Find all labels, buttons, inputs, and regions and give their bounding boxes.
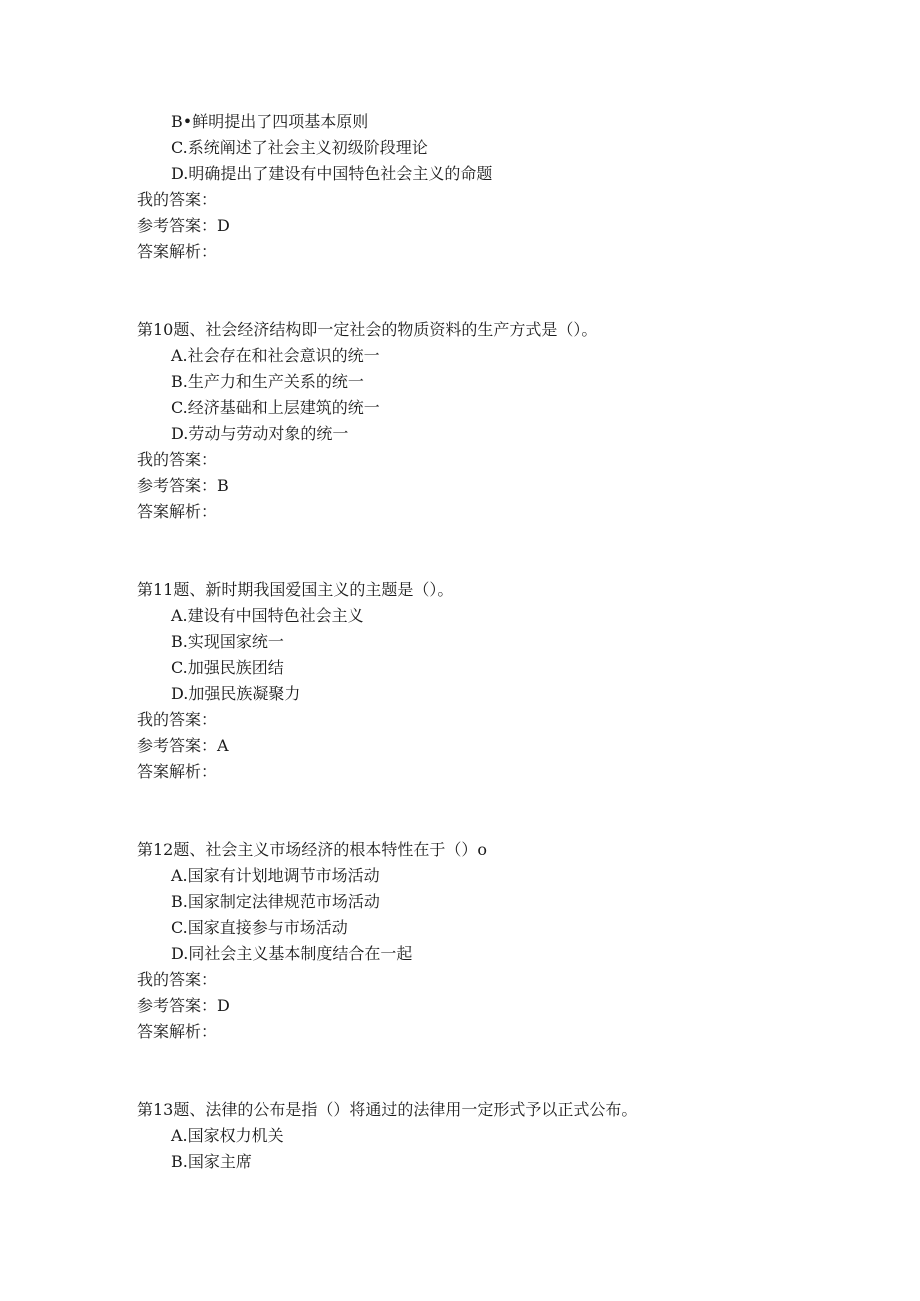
spacer	[137, 1045, 857, 1097]
question-9-tail	[137, 109, 857, 265]
reference-answer: 参考答案：D	[137, 996, 230, 1015]
question-stem: 第11题、新时期我国爱国主义的主题是（）。	[137, 580, 454, 599]
my-answer: 我的答案：	[137, 450, 218, 469]
my-answer: 我的答案：	[137, 710, 218, 729]
option-b: B.实现国家统一	[171, 632, 284, 651]
option-a: A.建设有中国特色社会主义	[171, 606, 364, 625]
spacer	[137, 785, 857, 837]
spacer	[137, 265, 857, 317]
option-b: B.国家主席	[171, 1152, 252, 1171]
answer-analysis: 答案解析：	[137, 1022, 218, 1041]
answer-analysis: 答案解析：	[137, 502, 218, 521]
option-a: A.社会存在和社会意识的统一	[171, 346, 380, 365]
option-d: D.劳动与劳动对象的统一	[171, 424, 349, 443]
reference-answer: 参考答案：D	[137, 216, 230, 235]
option-a: A.国家权力机关	[171, 1126, 284, 1145]
question-stem: 第13题、法律的公布是指（）将通过的法律用一定形式予以正式公布。	[137, 1100, 638, 1119]
question-13	[137, 1097, 857, 1175]
option-d: D.明确提出了建设有中国特色社会主义的命题	[171, 164, 493, 183]
question-12	[137, 837, 857, 1045]
answer-analysis: 答案解析：	[137, 762, 218, 781]
option-d: D.同社会主义基本制度结合在一起	[171, 944, 413, 963]
question-10	[137, 317, 857, 525]
option-c: C.经济基础和上层建筑的统一	[171, 398, 380, 417]
reference-answer: 参考答案：A	[137, 736, 229, 755]
question-stem: 第12题、社会主义市场经济的根本特性在于（）o	[137, 840, 487, 859]
option-b: B.国家制定法律规范市场活动	[171, 892, 380, 911]
option-b: B•鲜明提出了四项基本原则	[171, 112, 369, 131]
my-answer: 我的答案：	[137, 190, 218, 209]
option-c: C.系统阐述了社会主义初级阶段理论	[171, 138, 428, 157]
question-11	[137, 577, 857, 785]
option-c: C.加强民族团结	[171, 658, 284, 677]
reference-answer: 参考答案：B	[137, 476, 229, 495]
option-d: D.加强民族凝聚力	[171, 684, 301, 703]
spacer	[137, 525, 857, 577]
question-stem: 第10题、社会经济结构即一定社会的物质资料的生产方式是（）。	[137, 320, 598, 339]
option-c: C.国家直接参与市场活动	[171, 918, 348, 937]
option-b: B.生产力和生产关系的统一	[171, 372, 364, 391]
option-a: A.国家有计划地调节市场活动	[171, 866, 380, 885]
answer-analysis: 答案解析：	[137, 242, 218, 261]
document-page	[137, 109, 857, 1175]
my-answer: 我的答案：	[137, 970, 218, 989]
